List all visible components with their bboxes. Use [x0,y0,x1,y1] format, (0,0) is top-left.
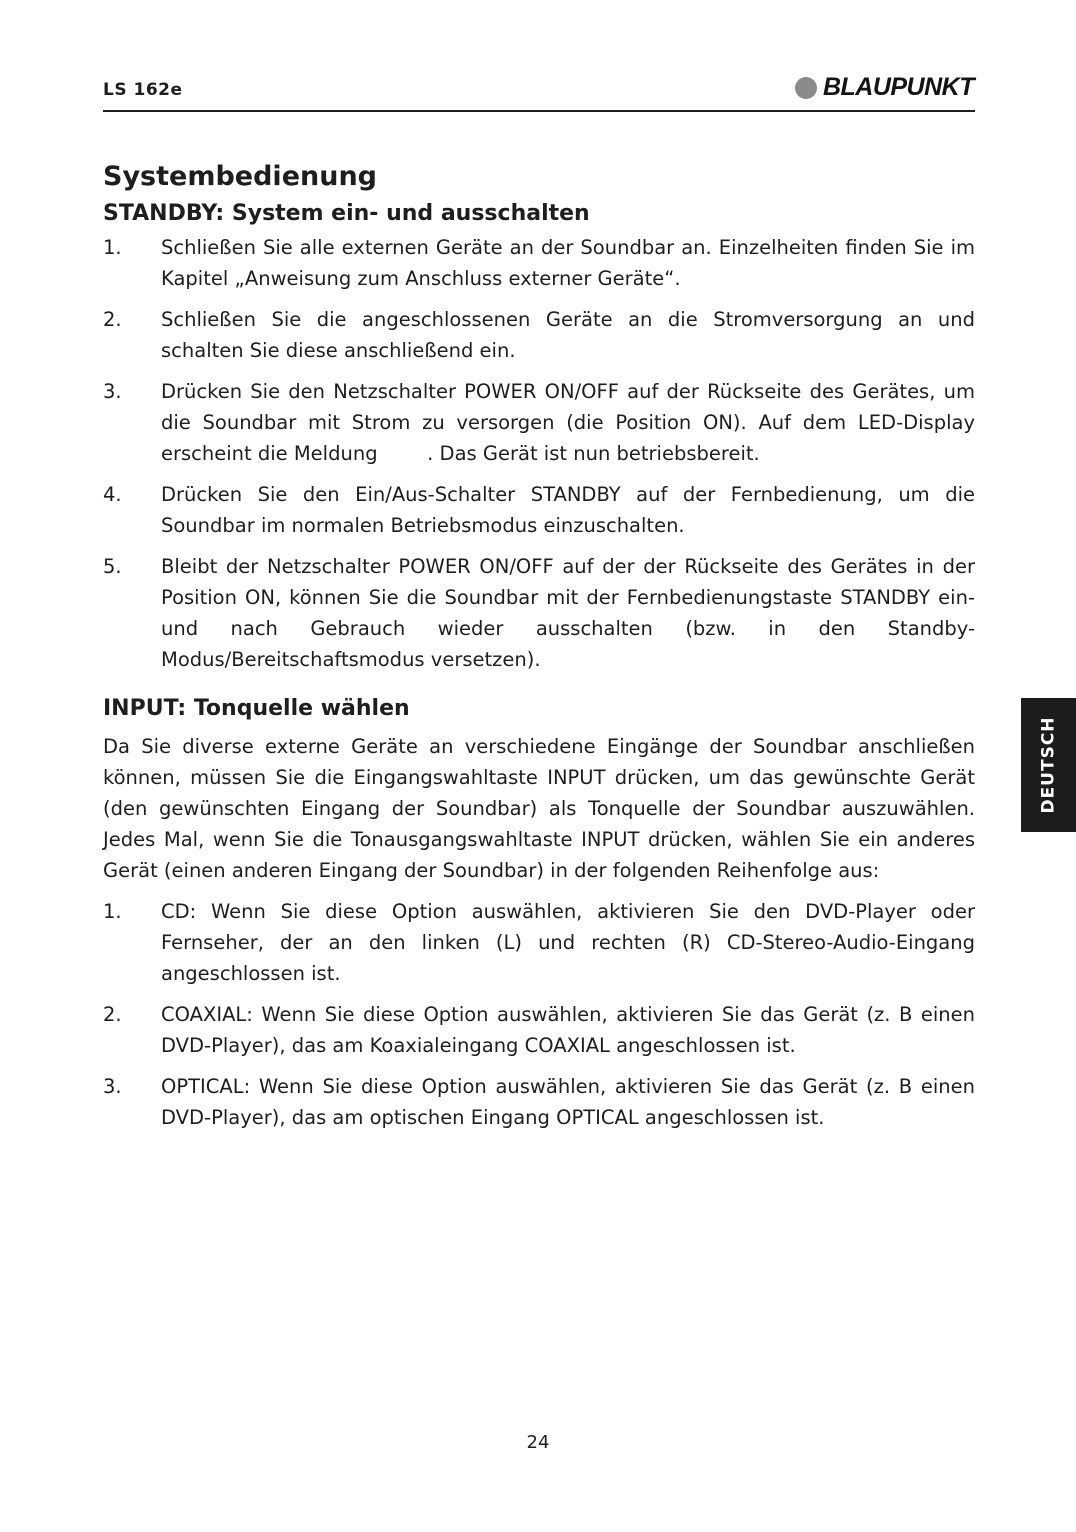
list-item-number: 4. [103,483,122,506]
list-item [103,551,975,675]
input-options-list [103,896,975,1133]
model-number: LS 162e [103,80,183,100]
list-item-text: Schließen Sie die angeschlossenen Geräte an die Stromversorgung an und schalten Sie diese anschließend ein. [161,308,975,362]
language-tab-label: DEUTSCH [1038,716,1059,814]
list-item-text: OPTICAL: Wenn Sie diese Option auswählen, aktivieren Sie das Gerät (z. B einen DVD-Player), das am optischen Eingang OPTICAL angeschlossen ist. [161,1075,975,1129]
page-title: Systembedienung [103,161,377,192]
list-item [103,896,975,989]
list-item [103,479,975,541]
list-item-number: 3. [103,1075,122,1098]
list-item-number: 2. [103,1003,122,1026]
list-item-number: 1. [103,900,122,923]
list-item-text: COAXIAL: Wenn Sie diese Option auswählen, aktivieren Sie das Gerät (z. B einen DVD-Player), das am Koaxialeingang COAXIAL angeschlossen ist. [161,1003,975,1057]
list-item [103,304,975,366]
brand-name: BLAUPUNKT [822,73,974,101]
section-heading-standby: STANDBY: System ein- und ausschalten [103,201,590,226]
brand-logo [795,73,974,102]
list-item [103,376,982,469]
list-item-text: CD: Wenn Sie diese Option auswählen, aktivieren Sie den DVD-Player oder Fernseher, der an den linken (L) und rechten (R) CD-Stereo-Audio-Eingang angeschlossen ist. [161,900,975,985]
section-heading-input: INPUT: Tonquelle wählen [103,696,410,721]
list-item [103,1071,975,1133]
input-paragraph: Da Sie diverse externe Geräte an verschiedene Eingänge der Soundbar anschließen können, müssen Sie die Eingangswahltaste INPUT drücken, um das gewünschte Gerät (den gewünschten Eingang der Soundbar) als Tonquelle der Soundbar auszuwählen. Jedes Mal, wenn Sie die Tonausgangswahltaste INPUT drücken, wählen Sie ein anderes Gerät (einen anderen Eingang der Soundbar) in der folgenden Reihenfolge aus: [103,735,975,882]
list-item-number: 2. [103,308,122,331]
list-item [103,232,975,294]
list-item-text: Bleibt der Netzschalter POWER ON/OFF auf der der Rückseite des Gerätes in der Position ON, können Sie die Soundbar mit der Fernbedienungstaste STANDBY ein- und nach Gebrauch wieder ausschalten (bzw. in den Standby-Modus/Bereitschaftsmodus versetzen). [161,555,975,671]
page-number: 24 [526,1432,550,1453]
list-item-number: 1. [103,236,122,259]
brand-dot-icon [795,77,817,99]
list-item-text: Schließen Sie alle externen Geräte an der Soundbar an. Einzelheiten finden Sie im Kapitel „Anweisung zum Anschluss externer Geräte“. [161,236,975,290]
language-tab [1021,698,1076,832]
standby-steps-list [103,232,982,675]
header-divider [103,110,975,112]
list-item-number: 5. [103,555,122,578]
list-item [103,999,975,1061]
page-content [103,160,982,1143]
list-item-number: 3. [103,380,122,403]
list-item-text: Drücken Sie den Netzschalter POWER ON/OFF auf der Rückseite des Gerätes, um die Soundbar mit Strom zu versorgen (die Position ON). Auf dem LED-Display erscheint die Meldung . Das Gerät ist nun betriebsbereit. [161,380,982,465]
list-item-text: Drücken Sie den Ein/Aus-Schalter STANDBY auf der Fernbedienung, um die Soundbar im normalen Betriebsmodus einzuschalten. [161,483,975,537]
